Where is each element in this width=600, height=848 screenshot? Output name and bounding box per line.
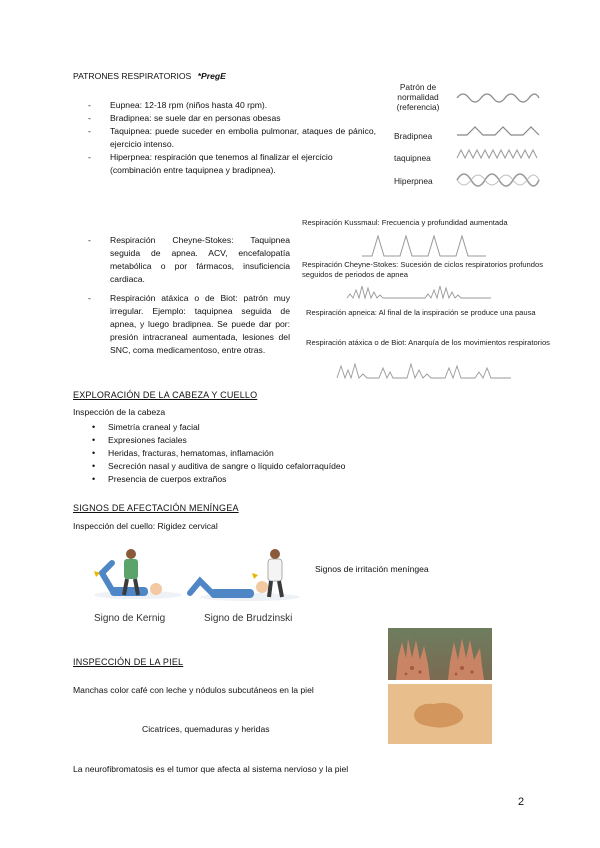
list-item: • Simetría craneal y facial xyxy=(108,421,428,434)
meningeal-signs-label: Signos de irritación meníngea xyxy=(315,564,429,574)
skin-section-title: INSPECCIÓN DE LA PIEL xyxy=(73,657,184,667)
list-item: - Taquipnea: puede suceder en embolia pulmonar, ataques de pánico, ejercicio intenso. xyxy=(110,125,376,151)
breathing-list xyxy=(110,99,376,177)
list-item: - Respiración atáxica o de Biot: patrón muy irregular. Ejemplo: taquipnea seguida de apnea, y luego bradipnea. Se puede dar por: presión intracraneal aumentada, lesiones del SNC, coma medicamentoso, entre otras. xyxy=(110,292,290,357)
ataxic-caption: Respiración atáxica o de Biot: Anarquía de los movimientos respiratorios xyxy=(306,338,550,347)
cafe-au-lait-spot xyxy=(388,684,492,744)
cheyne-stokes-wave xyxy=(345,282,495,302)
cafe-au-lait-photo xyxy=(388,684,492,744)
hands-drawing xyxy=(388,628,492,680)
reference-label: Patrón de normalidad (referencia) xyxy=(396,82,440,112)
kernig-brudzinski-drawing xyxy=(90,545,310,607)
bradypnea-wave xyxy=(457,127,539,135)
reference-wave xyxy=(457,94,539,102)
meningeal-subtitle: Inspección del cuello: Rigidez cervical xyxy=(73,521,218,531)
breathing-title-text: PATRONES RESPIRATORIOS xyxy=(73,71,192,81)
breathing-list-2 xyxy=(110,234,290,357)
list-item: - Hiperpnea: respiración que tenemos al finalizar el ejercicio (combinación entre taquipnea y bradipnea). xyxy=(110,151,376,177)
hyperpnea-label: Hiperpnea xyxy=(394,176,433,186)
apneic-caption: Respiración apneica: Al final de la inspiración se produce una pausa xyxy=(306,308,536,317)
skin-line-2: Cicatrices, quemaduras y heridas xyxy=(142,724,270,734)
breathing-patterns-figure xyxy=(380,82,540,192)
abnormal-patterns-figure xyxy=(300,218,566,383)
meningeal-section-title: SIGNOS DE AFECTACIÓN MENÍNGEA xyxy=(73,503,239,513)
head-subtitle: Inspección de la cabeza xyxy=(73,407,166,417)
skin-line-3: La neurofibromatosis es el tumor que afecta al sistema nervioso y la piel xyxy=(73,764,349,774)
list-item: - Bradipnea: se suele dar en personas obesas xyxy=(110,112,376,125)
skin-line-1: Manchas color café con leche y nódulos subcutáneos en la piel xyxy=(73,685,314,695)
list-item: • Secreción nasal y auditiva de sangre o líquido cefalorraquídeo xyxy=(108,460,428,473)
list-item: • Expresiones faciales xyxy=(108,434,428,447)
ataxic-wave xyxy=(335,360,515,382)
cheyne-stokes-caption: Respiración Cheyne-Stokes: Sucesión de ciclos respiratorios profundos seguidos de periodos de apnea xyxy=(302,260,544,279)
brudzinski-label: Signo de Brudzinski xyxy=(204,613,293,624)
pattern-waves xyxy=(455,82,540,192)
meningeal-signs-illustration xyxy=(90,545,310,635)
list-item: - Eupnea: 12-18 rpm (niños hasta 40 rpm). xyxy=(110,99,376,112)
head-list xyxy=(108,421,428,486)
page-number: 2 xyxy=(518,796,525,808)
list-item: - Respiración Cheyne-Stokes: Taquipnea seguida de apnea. ACV, encefalopatía metabólica o por fármacos, insuficiencia cardiaca. xyxy=(110,234,290,286)
head-section-title: EXPLORACIÓN DE LA CABEZA Y CUELLO xyxy=(73,390,258,400)
kernig-label: Signo de Kernig xyxy=(94,613,166,624)
breathing-section-title xyxy=(73,70,226,83)
bradypnea-label: Bradipnea xyxy=(394,131,433,141)
kussmaul-caption: Respiración Kussmaul: Frecuencia y profundidad aumentada xyxy=(302,218,508,227)
hands-nodules-photo xyxy=(388,628,492,680)
kussmaul-wave xyxy=(360,232,490,258)
list-item: • Heridas, fracturas, hematomas, inflamación xyxy=(108,447,428,460)
exam-question-tag: *PregE xyxy=(197,71,226,81)
tachypnea-label: taquipnea xyxy=(394,153,431,163)
list-item: • Presencia de cuerpos extraños xyxy=(108,473,428,486)
tachypnea-wave xyxy=(457,150,537,158)
